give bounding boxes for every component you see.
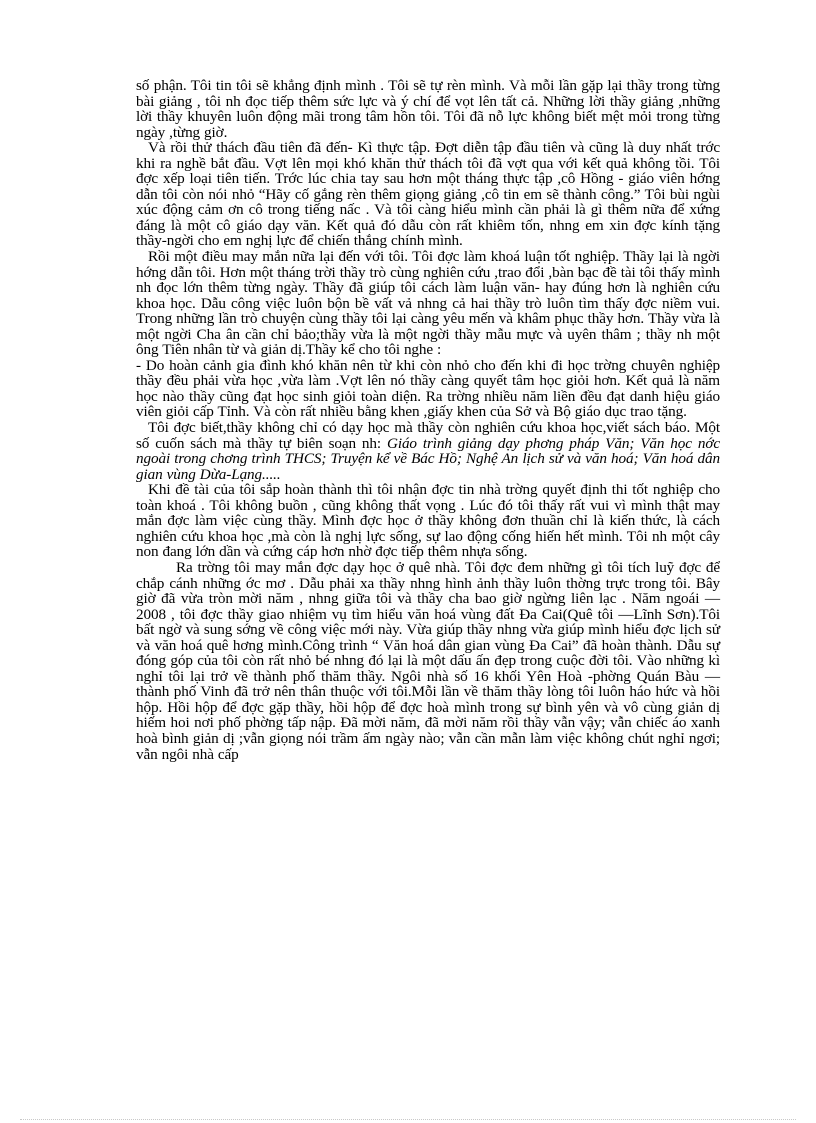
paragraph-text: Rồi một điều may mắn nữa lại đến với tôi. Tôi đợc làm khoá luận tốt nghiệp. Thầy lại là ngời hớng dẫn tôi. Hơn một tháng trời thầy trò cùng nghiên cứu ,trao đổi ,bàn bạc đề tài tôi thấy mình nh đọc lớn thêm từng ngày. Thầy đã giúp tôi cách làm luận văn- hay đúng hơn là nghiên cứu khoa học. Dẫu công việc luôn bộn bề vất vả nhng cả hai thầy trò luôn tìm thấy đợc niềm vui. Trong những lần trò chuyện cùng thầy tôi lại càng yêu mến và khâm phục thầy hơn. Thầy vừa là một ngời Cha ân cần chỉ bảo;thầy vừa là một ngời thầy mẫu mực và uyên thâm ; thầy nh một ông Tiên nhân từ và giản dị.Thầy kể cho tôi nghe :: [136, 248, 720, 359]
page-bottom-divider: [20, 1119, 796, 1120]
paragraph-text: Tôi đợc biết,thầy không chỉ có dạy học mà thầy còn nghiên cứu khoa học,viết sách báo. Một số cuốn sách mà thầy tự biên soạn nh:: [136, 419, 720, 452]
paragraph-text: số phận. Tôi tin tôi sẽ khẳng định mình . Tôi sẽ tự rèn mình. Và mỗi lần gặp lại thầy trong từng bài giảng , tôi nh đọc tiếp thêm sức lực và ý chí để vọt lên tất cả. Những lời thầy giảng ,những lời thầy khuyên luôn động mãi trong tâm hồn tôi. Tôi đã nỗ lực không biết mệt mỏi trong từng ngày ,từng giờ.: [136, 77, 720, 141]
book-titles: Giáo trình giảng dạy phơng pháp Văn; Văn học nớc ngoài trong chơng trình THCS; Truyện kể về Bác Hồ; Nghệ An lịch sử và văn hoá; Văn hoá dân gian vùng Dừa-Lạng.....: [136, 434, 720, 483]
paragraph: [136, 140, 720, 249]
paragraph-text: Ra trờng tôi may mắn đợc dạy học ở quê nhà. Tôi đợc đem những gì tôi tích luỹ đợc để chắp cánh những ớc mơ . Dẫu phải xa thầy nhng hình ảnh thầy luôn thờng trực trong tôi. Bây giờ đã vừa tròn mời năm , nhng giữa tôi và thầy cha bao giờ ngừng liên lạc . Năm ngoái — 2008 , tôi đợc thầy giao nhiệm vụ tìm hiểu văn hoá vùng đất Đa Cai(Quê tôi —Lĩnh Sơn).Tôi bất ngờ và sung sớng về công việc mới này. Vừa giúp thầy nhng vừa giúp mình hiểu đợc lịch sử và văn hoá quê hơng mình.Công trình “ Văn hoá dân gian vùng Đa Cai” đã hoàn thành. Dẫu sự đóng góp của tôi còn rất nhỏ bé nhng đó lại là một dấu ấn đẹp trong cuộc đời tôi. Vào những kì nghỉ tôi lại trở về thành phố thăm thầy. Ngôi nhà số 16 khối Yên Hoà -phờng Quán Bàu — thành phố Vinh đã trở nên thân thuộc với tôi.Mỗi lần về thăm thầy lòng tôi luôn háo hức và hồi hộp. Hồi hộp để đợc gặp thầy, hồi hộp để đợc hoà mình trong sự bình yên và vô cùng giản dị hiếm hoi nơi phố phờng tấp nập. Đã mời năm, đã mời năm rồi thầy vẫn vậy; vẫn chiếc áo xanh hoà bình giản dị ;vẫn giọng nói trầm ấm ngày nào; vẫn cần mẫn làm việc không chút nghỉ ngơi; vẫn ngôi nhà cấp: [136, 558, 720, 763]
paragraph-text: - Do hoàn cảnh gia đình khó khăn nên từ khi còn nhỏ cho đến khi đi học trờng chuyên nghiệp thầy đều phải vừa học ,vừa làm .Vợt lên nó thầy càng quyết tâm học giỏi hơn. Kết quả là năm học nào thầy cũng đạt học sinh giỏi toàn diện. Ra trờng nhiều năm liền đều đạt danh hiệu giáo viên giỏi cấp Tỉnh. Và còn rất nhiều bằng khen ,giấy khen của Sở và Bộ giáo dục trao tặng.: [136, 356, 720, 421]
paragraph: [136, 358, 720, 420]
paragraph: [136, 249, 720, 358]
body-text: [136, 78, 720, 762]
paragraph: [136, 78, 720, 140]
paragraph: [136, 482, 720, 560]
paragraph-text: Khi đề tài của tôi sắp hoàn thành thì tôi nhận đợc tin nhà trờng quyết định thi tốt nghiệp cho toàn khoá . Tôi không buồn , cũng không thất vọng . Lúc đó tôi thấy rất vui vì mình thật may mắn đợc làm việc cùng thầy. Mình đợc học ở thầy không đơn thuần chỉ là kiến thức, là cách nghiên cứu khoa học ,mà còn là nghị lực sống, sự lao động cống hiến hết mình. Tôi nh một cây non đang lớn dần và cứng cáp hơn nhờ đợc tiếp thêm nhựa sống.: [136, 481, 720, 561]
paragraph: [136, 560, 720, 762]
paragraph: [136, 420, 720, 482]
paragraph-text: Và rồi thử thách đầu tiên đã đến- Kì thực tập. Đợt diễn tập đầu tiên và cũng là duy nhất trớc khi ra nghề bắt đầu. Vợt lên mọi khó khăn thử thách tôi đã vợt qua với kết quả không tồi. Tôi đợc xếp loại tiên tiến. Trớc lúc chia tay sau hơn một tháng thực tập ,cô Hồng - giáo viên hớng dẫn tôi còn nói nhỏ “Hãy cố gắng rèn thêm giọng giảng ,cô tin em sẽ thành công.” Tôi bùi ngùi xúc động cảm ơn cô trong tiếng nấc . Và tôi càng hiểu mình cần phải là gì thêm nữa để xứng đáng là một cô giáo dạy văn. Kết quả đó dẫu còn rất khiêm tốn, nhng em xin đợc kính tặng thầy-ngời cho em nghị lực để chiến thắng chính mình.: [136, 139, 720, 250]
